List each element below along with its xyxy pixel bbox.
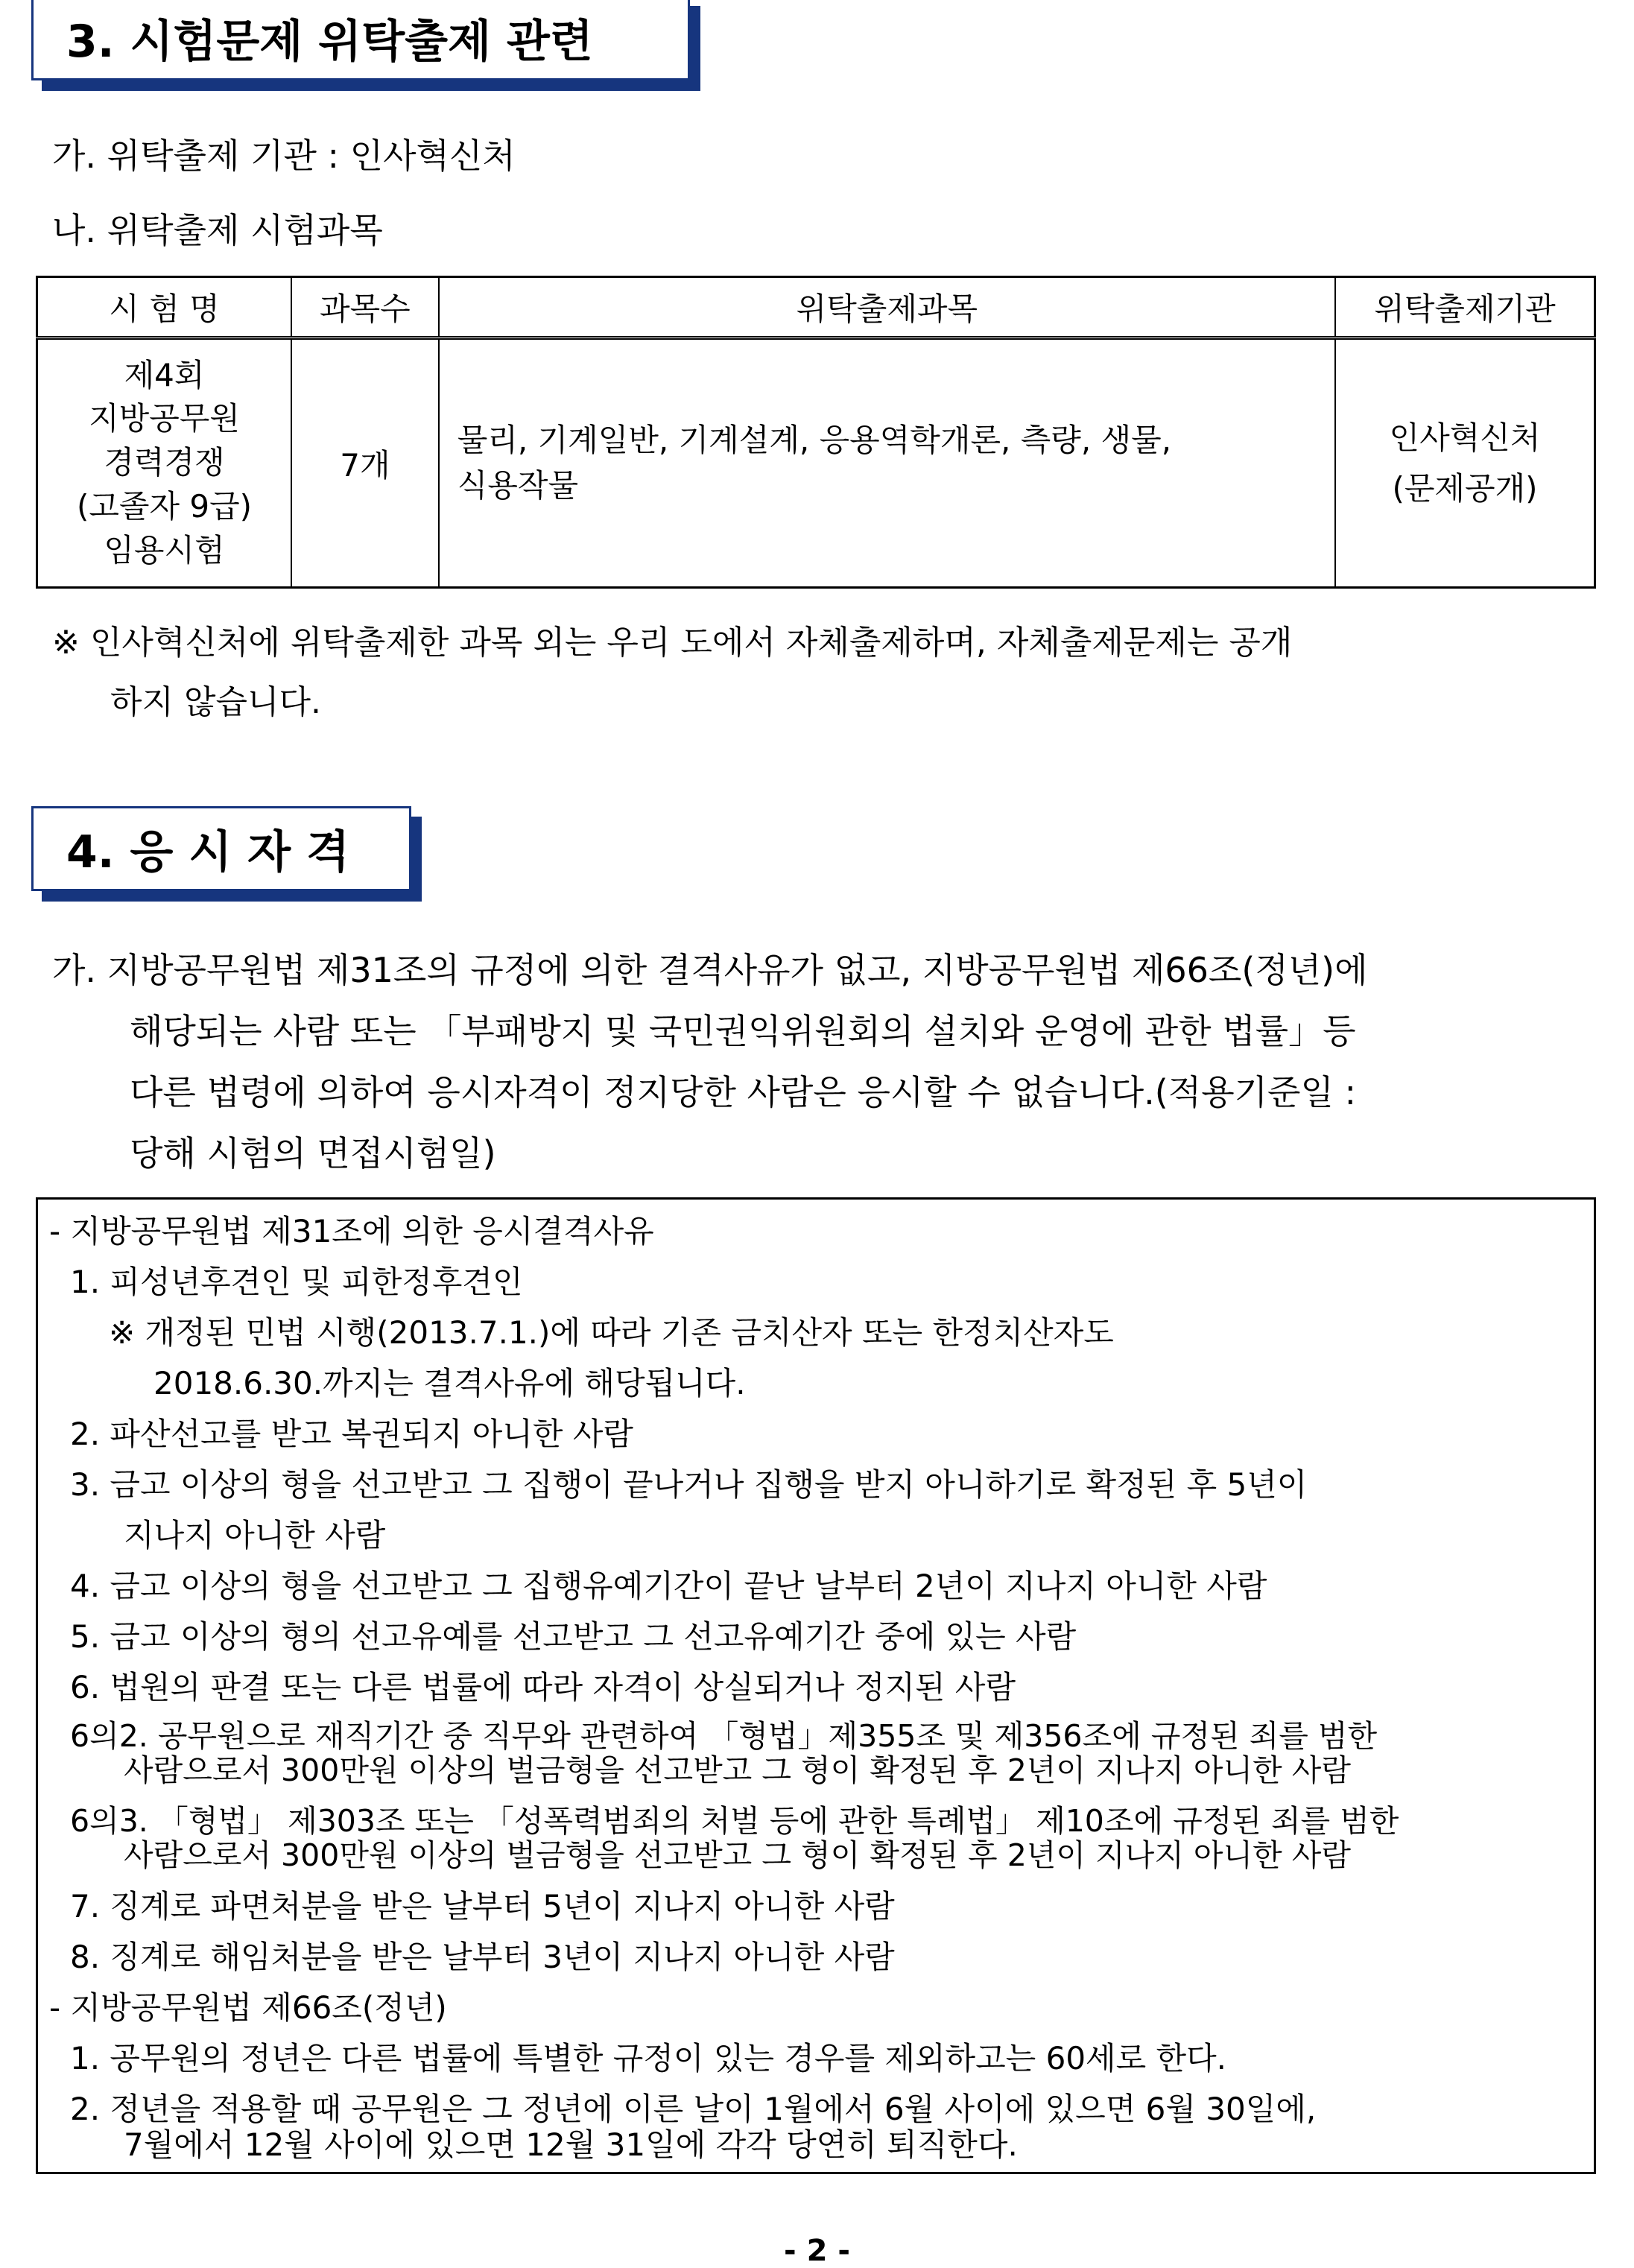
item-ga: 가. 위탁출제 기관 : 인사혁신처 (52, 136, 516, 176)
box-heading-2: - 지방공무원법 제66조(정년) (49, 1989, 447, 2026)
exam-name-line: 제4회 (124, 356, 205, 393)
list-item: 사람으로서 300만원 이상의 벌금형을 선고받고 그 형이 확정된 후 2년이 지나지 아니한 사람 (124, 1752, 1351, 1788)
list-item: 5. 금고 이상의 형의 선고유예를 선고받고 그 선고유예기간 중에 있는 사람 (70, 1618, 1077, 1655)
para-line-3: 다른 법령에 의하여 응시자격이 정지당한 사람은 응시할 수 없습니다.(적용기준일 : (130, 1072, 1357, 1112)
list-item: 2. 정년을 적용할 때 공무원은 그 정년에 이른 날이 1월에서 6월 사이에 있으면 6월 30일에, (70, 2091, 1317, 2127)
para-line-4: 당해 시험의 면접시험일) (130, 1133, 496, 1173)
list-item: 1. 피성년후견인 및 피한정후견인 (70, 1264, 523, 1300)
subjects-line: 식용작물 (457, 466, 579, 504)
note-line-2: 하지 않습니다. (110, 683, 321, 721)
box-heading-1: - 지방공무원법 제31조에 의한 응시결격사유 (49, 1213, 654, 1249)
exam-name-line: 경력경쟁 (104, 444, 225, 481)
list-item: 4. 금고 이상의 형을 선고받고 그 집행유예기간이 끝난 날부터 2년이 지나지 아니한 사람 (70, 1568, 1267, 1604)
exam-name-line: (고졸자 9급) (76, 487, 253, 525)
header-subjects: 위탁출제과목 (439, 277, 1335, 338)
header-exam-name: 시 험 명 (37, 277, 292, 338)
list-item: 2018.6.30.까지는 결격사유에 해당됩니다. (153, 1365, 746, 1401)
list-item: 3. 금고 이상의 형을 선고받고 그 집행이 끝나거나 집행을 받지 아니하기로 확정된 후 5년이 (70, 1466, 1308, 1503)
subjects-line: 물리, 기계일반, 기계설계, 응용역학개론, 측량, 생물, (457, 421, 1172, 458)
para-line-2: 해당되는 사람 또는 「부패방지 및 국민권익위원회의 설치와 운영에 관한 법률」등 (130, 1011, 1356, 1051)
exam-table (36, 276, 1596, 589)
list-item: 6. 법원의 판결 또는 다른 법률에 따라 자격이 상실되거나 정지된 사람 (70, 1669, 1016, 1705)
table-header-row (37, 277, 1595, 338)
cell-exam-name (37, 338, 292, 588)
cell-count: 7개 (291, 338, 439, 588)
note-line-1: ※ 인사혁신처에 위탁출제한 과목 외는 우리 도에서 자체출제하며, 자체출제문제는 공개 (52, 624, 1293, 662)
list-item: 6의2. 공무원으로 재직기간 중 직무와 관련하여 「형법」제355조 및 제356조에 규정된 죄를 범한 (70, 1718, 1378, 1754)
header-org: 위탁출제기관 (1335, 277, 1595, 338)
list-item: 7월에서 12월 사이에 있으면 12월 31일에 각각 당연히 퇴직한다. (124, 2126, 1018, 2163)
list-item: 6의3. 「형법」 제303조 또는 「성폭력범죄의 처벌 등에 관한 특례법」 제10조에 규정된 죄를 범한 (70, 1803, 1399, 1839)
list-item: 7. 징계로 파면처분을 받은 날부터 5년이 지나지 아니한 사람 (70, 1888, 895, 1925)
exam-name-line: 임용시험 (104, 531, 225, 568)
exam-name-line: 지방공무원 (89, 400, 240, 437)
cell-subjects (439, 338, 1335, 588)
list-item: 2. 파산선고를 받고 복권되지 아니한 사람 (70, 1416, 633, 1452)
header-count: 과목수 (291, 277, 439, 338)
table-row (37, 338, 1595, 588)
list-item: 사람으로서 300만원 이상의 벌금형을 선고받고 그 형이 확정된 후 2년이 지나지 아니한 사람 (124, 1837, 1351, 1873)
list-item: 1. 공무원의 정년은 다른 법률에 특별한 규정이 있는 경우를 제외하고는 60세로 한다. (70, 2040, 1227, 2077)
item-na: 나. 위탁출제 시험과목 (52, 210, 383, 250)
list-item: ※ 개정된 민법 시행(2013.7.1.)에 따라 기존 금치산자 또는 한정치산자도 (109, 1314, 1114, 1351)
section3-title: 3. 시험문제 위탁출제 관련 (31, 0, 690, 80)
section4-title: 4. 응 시 자 격 (31, 806, 411, 891)
cell-org (1335, 338, 1595, 588)
org-line: (문제공개) (1392, 469, 1538, 507)
page-number: - 2 - (784, 2234, 850, 2268)
org-line: 인사혁신처 (1389, 419, 1541, 457)
para-line-1: 가. 지방공무원법 제31조의 규정에 의한 결격사유가 없고, 지방공무원법 제66조(정년)에 (52, 950, 1368, 990)
list-item: 8. 징계로 해임처분을 받은 날부터 3년이 지나지 아니한 사람 (70, 1939, 895, 1975)
list-item: 지나지 아니한 사람 (124, 1517, 386, 1553)
